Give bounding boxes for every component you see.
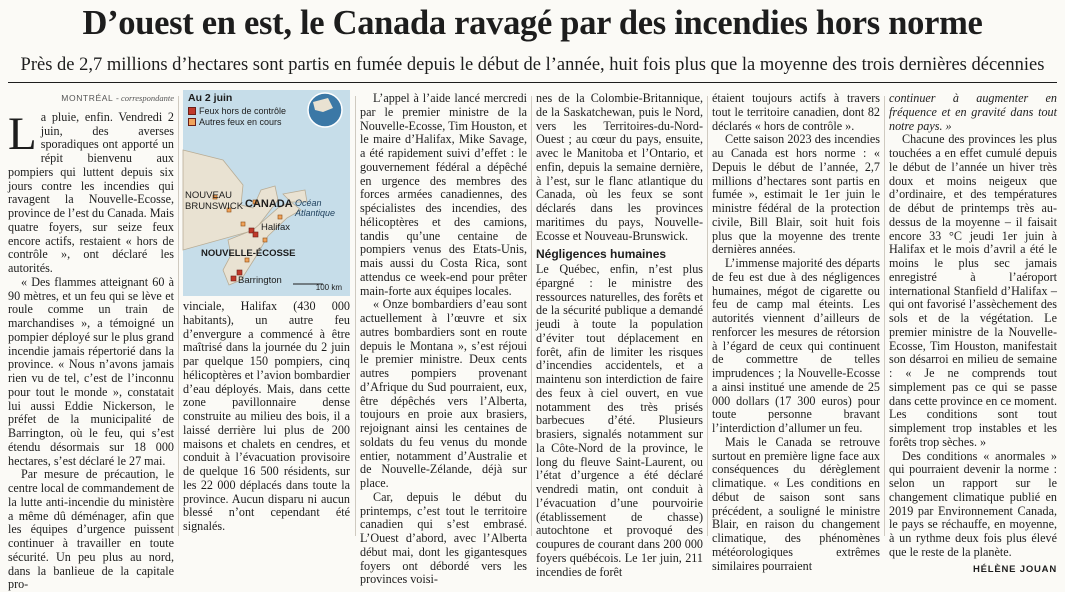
label-new-brunswick: NOUVEAU BRUNSWICK xyxy=(185,190,244,212)
label-barrington: Barrington xyxy=(238,275,282,286)
column-divider xyxy=(178,96,179,536)
map-scale: 100 km xyxy=(315,283,342,292)
paragraph: « Des flammes atteignant 60 à 90 mètres, et un feu qui se lève et roule comme un train de marchandises », a témoigné un pompier déployé sur le plus grand incendie jamais répertorié dans la province. « Nous n’avons jamais rien vu de tel, c’est de l’inconnu pour tout le monde », constatait lui aussi Eddie Nickerson, le préfet de la municipalité de Barrington, où le feu, qui s’est étendu désormais sur 18 000 hectares, s’est déclaré le 27 mai. xyxy=(8,274,174,468)
map-date: Au 2 juin xyxy=(188,92,233,104)
paragraph: Par mesure de précaution, le centre local de commandement de la lutte anti-incendie du ministère a même dû déménager, afin que les équipes d’urgence puissent continuer à travailler en toute sécurité. Un peu plus au nord, dans la banlieue de la capitale pro- xyxy=(8,467,174,592)
legend-uncontrolled: Feux hors de contrôle xyxy=(188,106,286,116)
dateline-place: MONTRÉAL xyxy=(61,93,114,103)
article-column-5 xyxy=(712,91,880,573)
author-signature: HÉLÈNE JOUAN xyxy=(972,563,1057,575)
column-divider xyxy=(355,96,356,536)
drop-cap: L xyxy=(8,107,37,160)
header-rule xyxy=(8,82,1057,83)
label-halifax: Halifax xyxy=(261,222,291,233)
paragraph: Cette saison 2023 des incendies au Canada est hors norme : « Depuis le début de l’année, 2,7 millions d’hectares sont partis en fumée », estimait le 1er juin le ministre fédéral de la protection civile, Bill Blair, soit huit fois plus que la moyenne des trente dernières années. xyxy=(712,132,880,257)
paragraph: Des conditions « anormales » qui pourraient devenir la norme : selon un rapport sur le changement climatique publié en 2019 par Environnement Canada, le pays se réchauffe, en moyenne, à un rythme deux fois plus élevé que le reste de la planète. xyxy=(889,448,1057,559)
paragraph: « Onze bombardiers d’eau sont actuellement à l’œuvre et six autres bombardiers sont en route depuis le Montana », s’est réjoui le premier ministre. Deux cents autres pompiers provenant d’Afrique du Sud pourraient, eux, être dépêchés vers l’Alberta, toujours en proie aux brasiers, rejoignant ainsi les centaines de soldats du feu venus du monde entier, notamment d’Australie et de Nouvelle-Zélande, déjà sur place. xyxy=(360,297,527,490)
paragraph: La pluie, enfin. Vendredi 2 juin, des averses sporadiques ont apporté un répit bienvenu aux pompiers qui luttent depuis six jours contre les incendies qui ravagent la Nouvelle-Ecosse, province de l’est du Canada. Mais quatre foyers, sur seize feux encore actifs, restaient « hors de contrôle », ont déclaré les autorités. xyxy=(8,107,174,275)
article-column-4 xyxy=(536,91,703,579)
column-divider xyxy=(707,96,708,536)
paragraph: L’immense majorité des départs de feu est due à des négligences humaines, mégot de cigarette ou feu de camp mal éteints. Les autorités viennent d’ailleurs de renforcer les mesures de rétorsion à l’égard de ceux qui continuent de commettre de telles imprudences ; la Nouvelle-Ecosse a ainsi institué une amende de 25 000 dollars (17 300 euros) pour toute personne bravant l’interdiction d’allumer un feu. xyxy=(712,256,880,435)
column-divider xyxy=(531,96,532,536)
label-ocean: Océan Atlantique xyxy=(295,198,336,218)
dateline: MONTRÉAL - correspondante xyxy=(61,93,174,103)
legend-active: Autres feux en cours xyxy=(188,117,282,127)
article-column-1 xyxy=(8,92,174,592)
dateline-role: correspondante xyxy=(120,93,174,103)
subheadline: Près de 2,7 millions d’hectares sont partis en fumée depuis le début de l’année, huit fois plus que la moyenne des trois dernières décennies xyxy=(20,55,1045,75)
paragraph: Mais le Canada se retrouve surtout en première ligne face aux conséquences du dérèglement climatique. « Les conditions en début de saison sont sans précédent, a souligné le ministre Blair, en raison du changement climatique, des phénomènes météorologiques extrêmes similaires pourraient xyxy=(712,434,880,573)
article-column-3 xyxy=(360,91,527,587)
paragraph: Car, depuis le début du printemps, c’est tout le territoire canadien qui s’est embrasé. L’Ouest d’abord, avec l’Alberta début mai, dont les gigantesques foyers ont débordé vers les provinces voisi- xyxy=(360,489,527,587)
headline: D’ouest en est, le Canada ravagé par des incendies hors norme xyxy=(82,4,983,42)
paragraph: vinciale, Halifax (430 000 habitants), un autre feu d’envergure a commencé à être maîtrisé dans la journée du 2 juin par quelque 150 pompiers, cinq hélicoptères et l’avion bombardier d’eau déployés. Mais, dans cette zone pavillonnaire dense construite au milieu des bois, il a laissé derrière lui plus de 200 maisons et chalets en cendres, et conduit à l’évacuation provisoire de quelque 16 500 résidents, sur les 22 000 déplacés dans toute la province. Aucun disparu ni aucun blessé n’ont cependant été signalés. xyxy=(183,299,350,533)
legend-swatch-uncontrolled xyxy=(188,107,196,115)
legend-swatch-active xyxy=(188,118,196,126)
article-column-6 xyxy=(889,91,1057,575)
column-divider xyxy=(884,96,885,536)
paragraph: étaient toujours actifs à travers tout le territoire canadien, dont 82 déclarés « hors de contrôle ». xyxy=(712,91,880,133)
paragraph: L’appel à l’aide lancé mercredi par le premier ministre de la Nouvelle-Ecosse, Tim Houston, et le maire d’Halifax, Mike Savage, a été rapidement suivi d’effet : le gouvernement fédéral a dépêché en urgence des membres des forces armées canadiennes, des spécialistes des incendies, des hélicoptères et des camions, tandis qu’une centaine de pompiers venus des Etats-Unis, mais aussi du Costa Rica, sont attendus ce week-end pour prêter main-forte aux équipes locales. xyxy=(360,91,527,298)
article-column-2 xyxy=(183,300,350,536)
label-canada: CANADA xyxy=(245,198,293,210)
paragraph: continuer à augmenter en fréquence et en gravité dans tout notre pays. » xyxy=(889,91,1057,133)
paragraph: nes de la Colombie-Britannique, de la Saskatchewan, puis le Nord, vers les Territoires-du-Nord-Ouest ; au cœur du pays, ensuite, avec le Manitoba et l’Ontario, et enfin, depuis la semaine dernière, à l’est, sur le flanc atlantique du Canada, où les feux se sont déclarés dans les provinces maritimes du pays, Nouvelle-Ecosse et Nouveau-Brunswick. xyxy=(536,91,703,243)
paragraph: Chacune des provinces les plus touchées a en effet cumulé depuis le début de l’année un hiver très doux et moins neigeux que d’ordinaire, et des températures de début de printemps très au-dessus de la moyenne – il faisait encore 33 °C jeudi 1er juin à Halifax et le mois d’avril a été le moins le plus sec jamais enregistré à l’aéroport international Stanfield d’Halifax – qui ont favorisé l’assèchement des sols et de la végétation. Le premier ministre de la Nouvelle-Ecosse, Tim Houston, manifestait son désarroi en milieu de semaine : « Je ne comprends tout simplement pas ce qui se passe dans cette province en ce moment. Les conditions sont tout simplement trop instables et les forêts trop sèches. » xyxy=(889,132,1057,449)
paragraph: Le Québec, enfin, n’est plus épargné : le ministre des ressources naturelles, des forêts et de la sécurité publique a demandé jeudi à toute la population d’éviter tout déplacement en forêt, afin de limiter les risques d’incendies accidentels, et a maintenu son interdiction de faire des feux à ciel ouvert, en vue notamment des très prisés barbecues d’été. Plusieurs brasiers, signalés notamment sur la Côte-Nord de la province, le long du fleuve Saint-Laurent, ou l’état d’urgence a été déclaré vendredi matin, ont conduit à l’évacuation d’une pourvoirie (établissement de chasse) autochtone et provoqué des coupures de courant dans 200 000 foyers québécois. Le 1er juin, 211 incendies de forêt xyxy=(536,262,703,579)
section-subtitle: Négligences humaines xyxy=(536,247,667,262)
label-nova-scotia: NOUVELLE-ÉCOSSE xyxy=(201,248,296,259)
wildfire-map xyxy=(183,90,350,296)
